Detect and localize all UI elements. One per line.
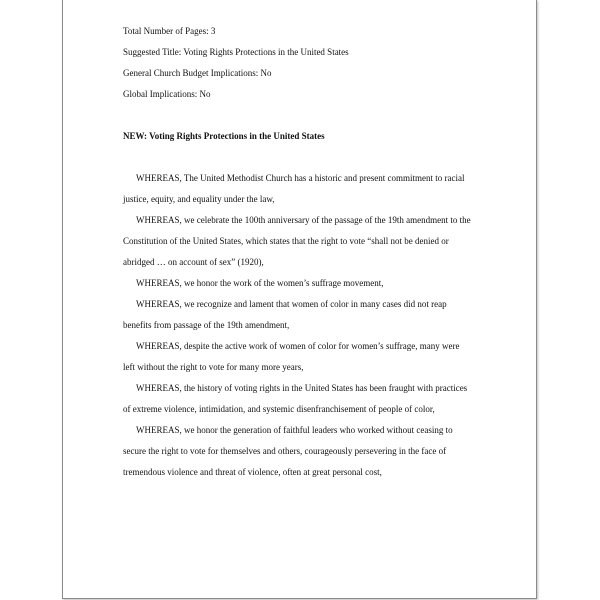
global-implications-line: Global Implications: No	[123, 89, 211, 99]
suggested-title-line: Suggested Title: Voting Rights Protections in the United States	[123, 47, 349, 57]
body-line: justice, equity, and equality under the law,	[123, 194, 275, 204]
body-line: secure the right to vote for themselves and others, courageously persevering in the face of	[123, 446, 447, 456]
body-line: WHEREAS, we celebrate the 100th anniversary of the passage of the 19th amendment to the	[136, 215, 471, 225]
body-line: of extreme violence, intimidation, and systemic disenfranchisement of people of color,	[123, 404, 435, 414]
document-page	[62, 0, 537, 599]
body-line: tremendous violence and threat of violence, often at great personal cost,	[123, 467, 382, 477]
body-line: abridged … on account of sex” (1920),	[123, 257, 264, 267]
body-line: Constitution of the United States, which states that the right to vote “shall not be denied or	[123, 236, 449, 246]
total-pages-line: Total Number of Pages: 3	[123, 26, 216, 36]
body-line: WHEREAS, The United Methodist Church has a historic and present commitment to racial	[136, 173, 465, 183]
budget-implications-line: General Church Budget Implications: No	[123, 68, 272, 78]
body-line: WHEREAS, we recognize and lament that women of color in many cases did not reap	[136, 299, 447, 309]
body-line: left without the right to vote for many more years,	[123, 362, 304, 372]
body-line: WHEREAS, despite the active work of women of color for women’s suffrage, many were	[136, 341, 460, 351]
body-line: WHEREAS, we honor the generation of faithful leaders who worked without ceasing to	[136, 425, 453, 435]
resolution-heading: NEW: Voting Rights Protections in the United States	[123, 131, 325, 141]
body-line: WHEREAS, the history of voting rights in the United States has been fraught with practices	[136, 383, 468, 393]
body-line: WHEREAS, we honor the work of the women’s suffrage movement,	[136, 278, 384, 288]
body-line: benefits from passage of the 19th amendment,	[123, 320, 290, 330]
